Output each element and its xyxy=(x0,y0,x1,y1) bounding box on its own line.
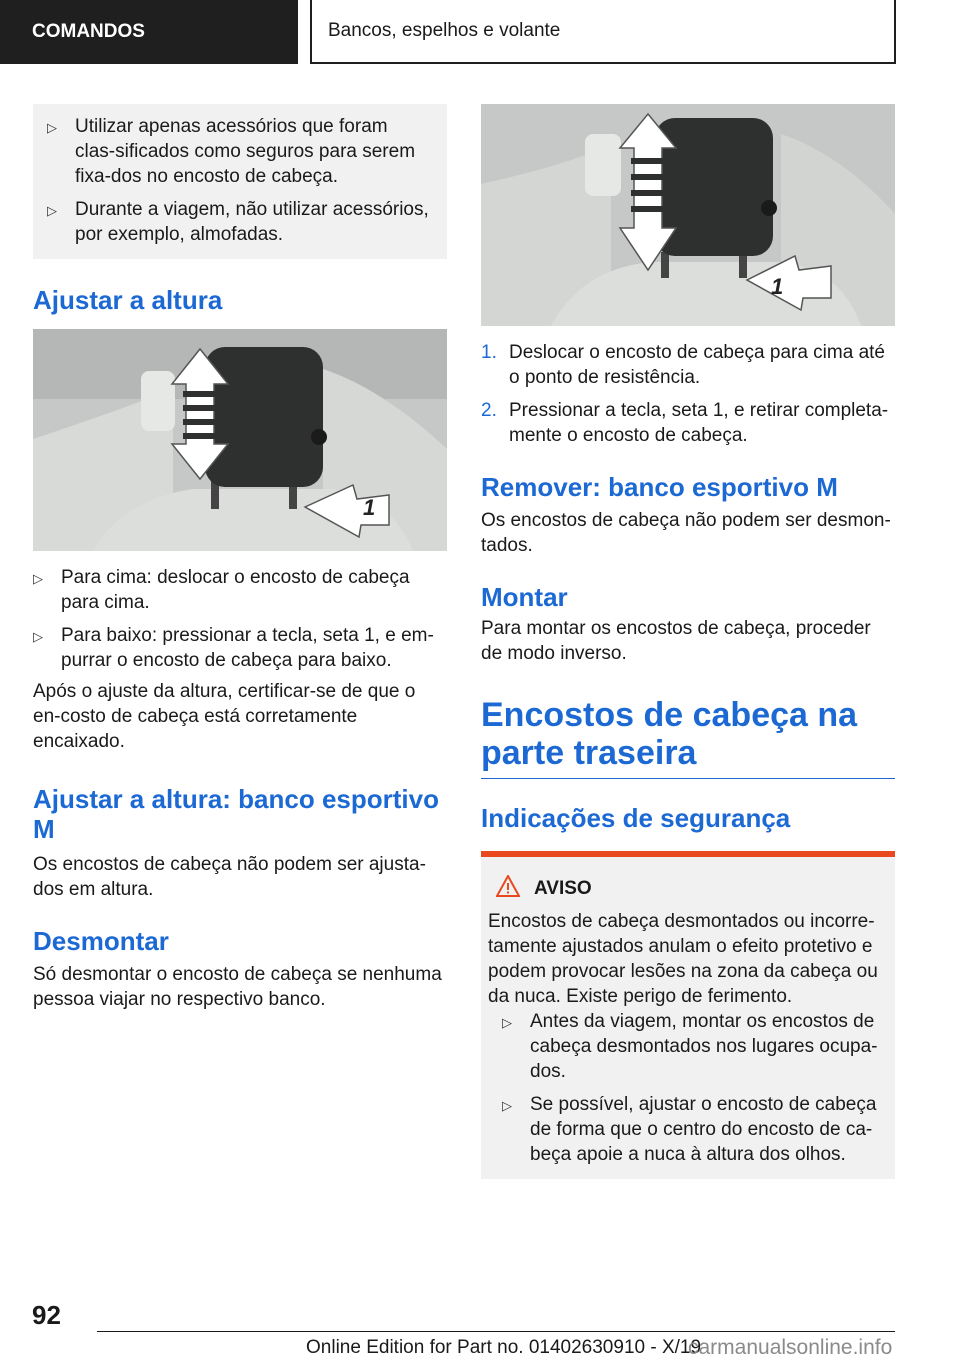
step-number: 2. xyxy=(481,400,497,421)
list-item: ▷ Utilizar apenas acessórios que foram clas‐sificados como seguros para serem fixa‐dos no encosto de cabeça. xyxy=(47,116,416,187)
section-title: COMANDOS xyxy=(32,21,145,42)
heading-mount: Montar xyxy=(481,582,568,612)
warning-triangle-icon xyxy=(496,875,520,903)
warning-box xyxy=(481,851,895,1179)
list-item: ▷ Para baixo: pressionar a tecla, seta 1, e em‐purrar o encosto de cabeça para baixo. xyxy=(33,625,434,671)
paragraph: Para montar os encostos de cabeça, proceder de modo inverso. xyxy=(481,618,871,664)
paragraph: Só desmontar o encosto de cabeça se nenhuma pessoa viajar no respectivo banco. xyxy=(33,964,442,1010)
triangle-bullet-icon: ▷ xyxy=(502,1098,512,1113)
heading-remove-sport: Remover: banco esportivo M xyxy=(481,472,838,502)
paragraph: Os encostos de cabeça não podem ser ajusta‐dos em altura. xyxy=(33,854,426,900)
headrest-height-figure xyxy=(33,329,447,551)
right-column xyxy=(481,104,895,1179)
list-item: ▷ Se possível, ajustar o encosto de cabeça de forma que o centro do encosto de ca‐beça apoie a nuca à altura dos olhos. xyxy=(502,1094,877,1165)
step-number: 1. xyxy=(481,342,497,363)
arrow-label: 1 xyxy=(363,495,376,520)
footer-divider xyxy=(97,1331,895,1332)
triangle-bullet-icon: ▷ xyxy=(502,1015,512,1030)
left-column xyxy=(33,104,447,1012)
arrow-label: 1 xyxy=(771,274,784,299)
headrest-illustration xyxy=(33,329,447,551)
paragraph: Os encostos de cabeça não podem ser desmon‐tados. xyxy=(481,510,891,556)
warning-title: AVISO xyxy=(534,878,592,899)
triangle-bullet-icon: ▷ xyxy=(33,571,43,586)
safety-note-box xyxy=(33,104,447,259)
list-item: ▷ Para cima: deslocar o encosto de cabeça para cima. xyxy=(33,567,410,613)
heading-adjust-height: Ajustar a altura xyxy=(33,285,223,315)
list-item: 1. Deslocar o encosto de cabeça para cima até o ponto de resistência. xyxy=(481,342,885,388)
heading-sport-seat-height: Ajustar a altura: banco esportivo M xyxy=(33,784,439,844)
chapter-heading-block xyxy=(481,696,895,779)
headrest-removal-figure xyxy=(481,104,895,326)
triangle-bullet-icon: ▷ xyxy=(47,203,57,218)
heading-remove: Desmontar xyxy=(33,926,169,956)
triangle-bullet-icon: ▷ xyxy=(47,120,57,135)
list-item: ▷ Durante a viagem, não utilizar acessórios, por exemplo, almofadas. xyxy=(47,199,429,245)
warning-text: Encostos de cabeça desmontados ou incorre‐tamente ajustados anulam o efeito protetivo e podem provocar lesões na zona da cabeça ou da nuca. Existe perigo de ferimento. xyxy=(488,911,878,1007)
page-number: 92 xyxy=(32,1300,61,1330)
chapter-tab xyxy=(310,0,896,64)
footer-edition: Online Edition for Part no. 01402630910 - X/19 xyxy=(306,1337,702,1358)
chapter-title: Bancos, espelhos e volante xyxy=(328,20,561,41)
list-item: 2. Pressionar a tecla, seta 1, e retirar completa‐mente o encosto de cabeça. xyxy=(481,400,889,446)
heading-safety-notes: Indicações de segurança xyxy=(481,803,791,833)
headrest-illustration xyxy=(481,104,895,326)
paragraph: Após o ajuste da altura, certificar-se de que o en‐costo de cabeça está corretamente encaixado. xyxy=(33,681,416,752)
triangle-bullet-icon: ▷ xyxy=(33,629,43,644)
heading-rear-headrests: Encostos de cabeça na parte traseira xyxy=(481,696,858,772)
section-tab xyxy=(0,0,298,64)
list-item: ▷ Antes da viagem, montar os encostos de cabeça desmontados nos lugares ocupa‐dos. xyxy=(502,1011,878,1082)
footer-watermark: carmanualsonline.info xyxy=(688,1336,893,1359)
